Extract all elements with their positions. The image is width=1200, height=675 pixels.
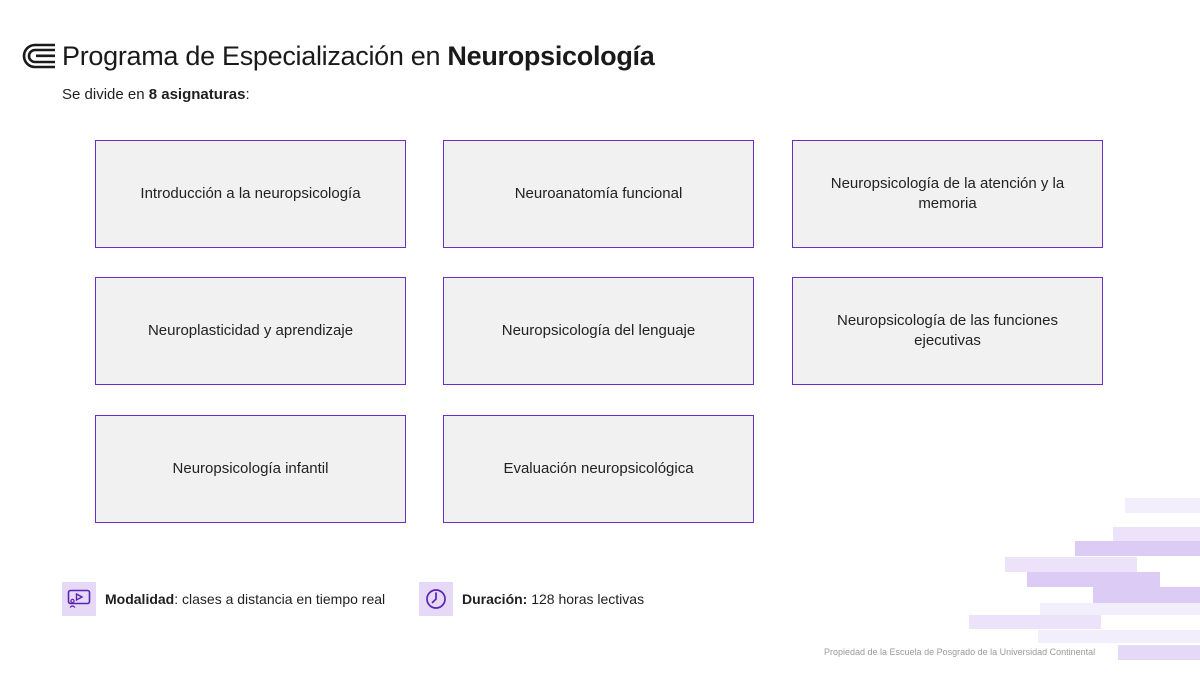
clock-icon [419,582,453,616]
modality-label: Modalidad [105,590,175,607]
modality-info [62,581,385,616]
page-title-emphasis: Neuropsicología [447,41,655,71]
subject-card: Neuropsicología infantil [95,415,406,523]
modality-value: : clases a distancia en tiempo real [174,590,386,607]
video-class-icon [62,582,96,616]
subject-card: Introducción a la neuropsicología [95,140,406,248]
footer-copyright: Propiedad de la Escuela de Posgrado de la Universidad Continental [824,647,1096,657]
continental-logo-icon [21,42,57,70]
duration-info [419,581,644,616]
subject-card: Evaluación neuropsicológica [443,415,754,523]
subject-card: Neuroplasticidad y aprendizaje [95,277,406,385]
subject-card: Neuropsicología del lenguaje [443,277,754,385]
subject-card: Neuropsicología de la atención y la memoria [792,140,1103,248]
subject-card: Neuropsicología de las funciones ejecutivas [792,277,1103,385]
subject-card: Neuroanatomía funcional [443,140,754,248]
page-title: Programa de Especialización en Neuropsicología [62,41,655,71]
duration-value: 128 horas lectivas [527,590,645,607]
page-subtitle: Se divide en 8 asignaturas: [62,86,250,103]
duration-label: Duración: [462,590,528,607]
